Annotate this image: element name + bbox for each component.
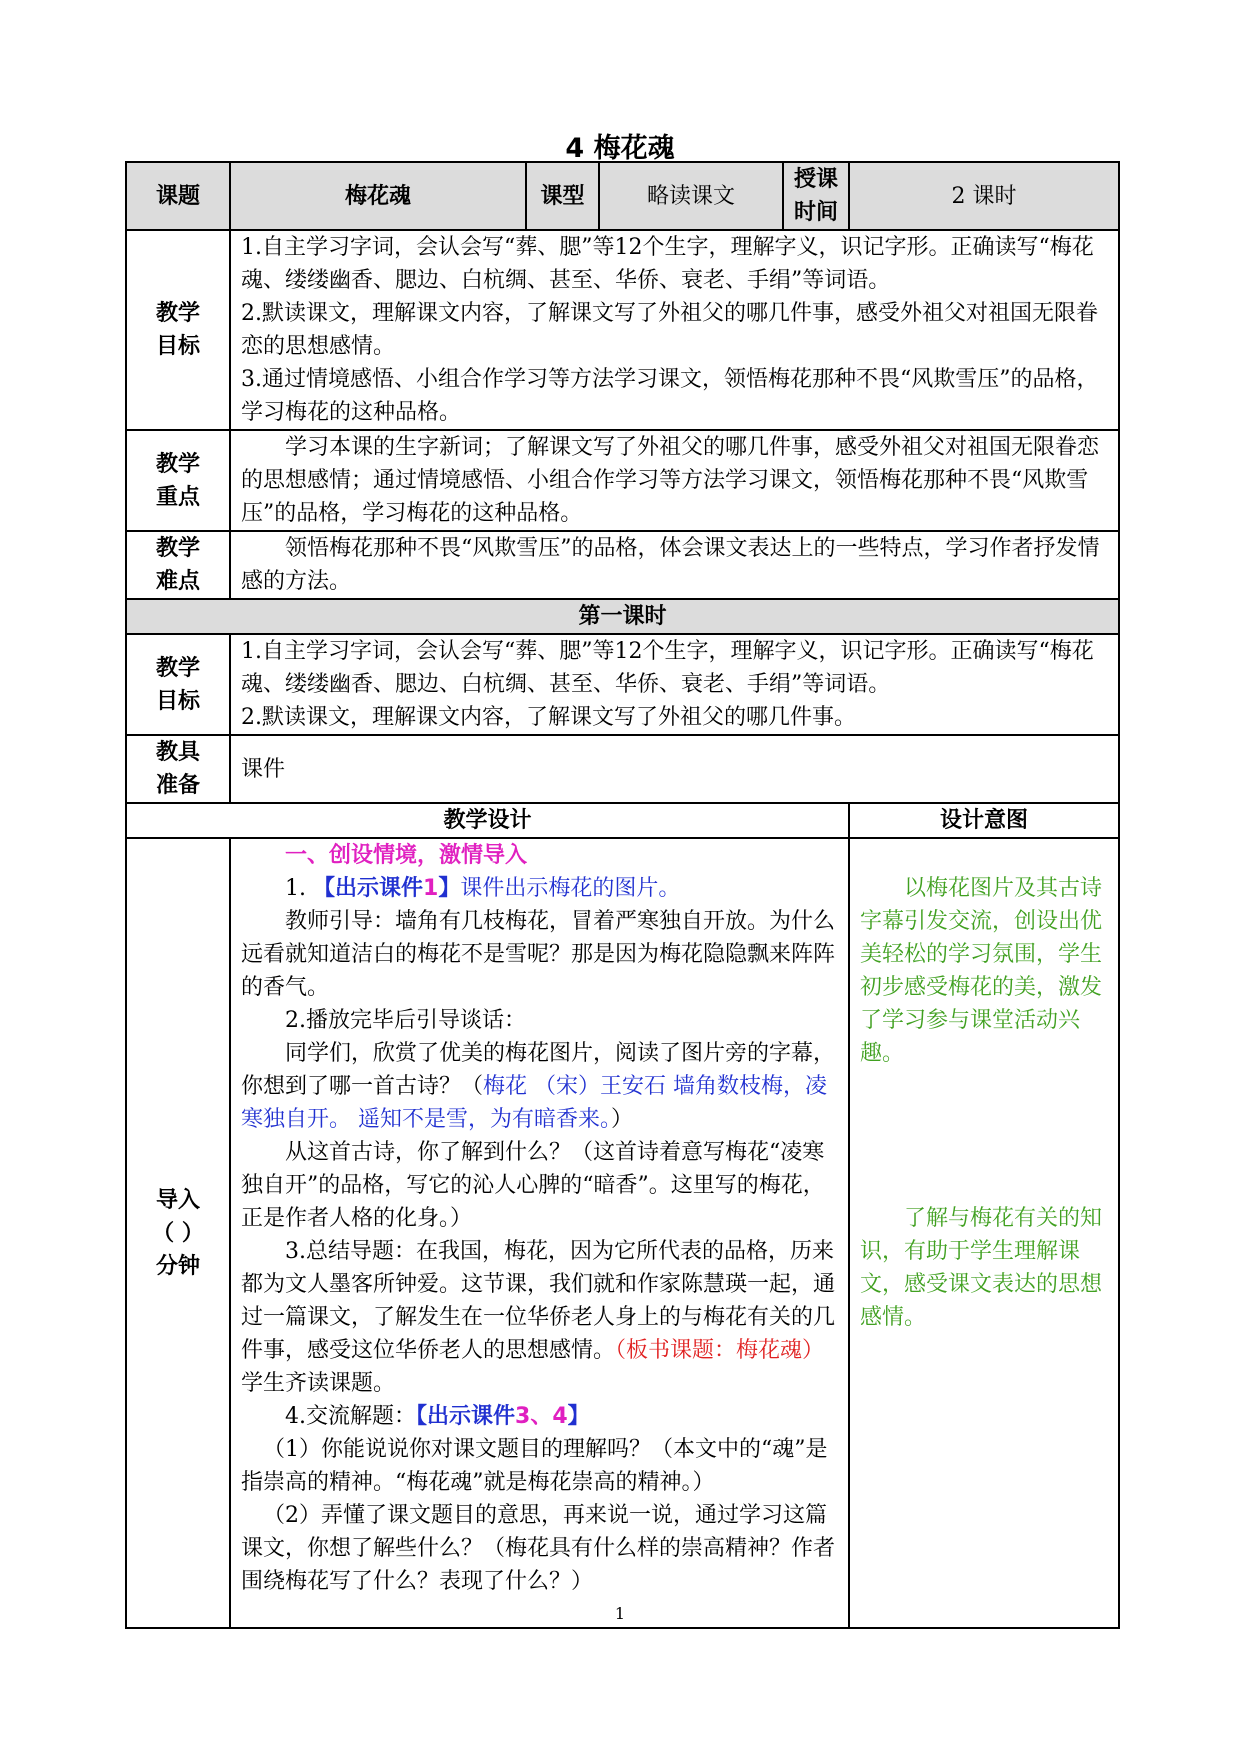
teacher-guide: 教师引导：墙角有几枝梅花，冒着严寒独自开放。为什么远看就知道洁白的梅花不是雪呢？那是因为梅花隐隐飘来阵阵的香气。 <box>241 909 836 1000</box>
tools-text: 课件 <box>230 735 1119 803</box>
goals-label: 教学 目标 <box>126 230 230 430</box>
intent-2: 了解与梅花有关的知识，有助于学生理解课文，感受课文表达的思想感情。 <box>860 1206 1103 1330</box>
type-value: 略读课文 <box>599 162 783 230</box>
difficulties-row <box>126 531 1119 599</box>
question-2: （2）弄懂了课文题目的意思，再来说一说，通过学习这篇课文，你想了解些什么？（梅花具有什么样的崇高精神？作者围绕梅花写了什么？表现了什么？） <box>241 1503 836 1594</box>
first-lesson-goals-text: 1.自主学习字词，会认会写“葬、腮”等12个生字，理解字义，识记字形。正确读写“梅花魂、缕缕幽香、腮边、白杭绸、甚至、华侨、衰老、手绢”等词语。 2.默读课文，理解课文内容，了解课文写了外祖父的哪几件事。 <box>230 634 1119 735</box>
design-column-header: 教学设计 <box>126 803 849 838</box>
step-4: 4.交流解题：【出示课件3、4】 <box>285 1404 590 1429</box>
design-header-row <box>126 803 1119 838</box>
lesson-plan-table <box>125 161 1120 1629</box>
poem-discussion: 从这首古诗，你了解到什么？（这首诗着意写梅花“凌寒独自开”的品格，写它的沁人心脾的“暗香”。这里写的梅花，正是作者人格的化身。） <box>241 1140 825 1231</box>
topic-value: 梅花魂 <box>230 162 526 230</box>
first-lesson-goals-label: 教学 目标 <box>126 634 230 735</box>
label-topic: 课题 <box>126 162 230 230</box>
first-lesson-title: 第一课时 <box>126 599 1119 634</box>
intent-content <box>849 838 1119 1628</box>
design-content <box>230 838 849 1628</box>
first-lesson-row <box>126 599 1119 634</box>
step-2: 2.播放完毕后引导谈话： <box>285 1008 526 1033</box>
question-1: （1）你能说说你对课文题目的理解吗？（本文中的“魂”是指崇高的精神。“梅花魂”就是梅花崇高的精神。） <box>241 1437 828 1495</box>
label-type: 课型 <box>526 162 599 230</box>
page-title: 4 梅花魂 <box>565 133 675 164</box>
tools-label: 教具 准备 <box>126 735 230 803</box>
header-row <box>126 162 1119 230</box>
difficulties-text: 领悟梅花那种不畏“风欺雪压”的品格，体会课文表达上的一些特点，学习作者抒发情感的方法。 <box>230 531 1119 599</box>
key-points-text: 学习本课的生字新词；了解课文写了外祖父的哪几件事，感受外祖父对祖国无限眷恋的思想感情；通过情境感悟、小组合作学习等方法学习课文，领悟梅花那种不畏“风欺雪压”的品格，学习梅花的这种品格。 <box>230 430 1119 531</box>
tools-row <box>126 735 1119 803</box>
goals-row <box>126 230 1119 430</box>
poem-question: 同学们，欣赏了优美的梅花图片，阅读了图片旁的字幕，你想到了哪一首古诗？（梅花 （宋）王安石 墙角数枝梅，凌寒独自开。 遥知不是雪，为有暗香来。） <box>241 1041 836 1132</box>
label-hours: 授课 时间 <box>783 162 849 230</box>
goals-text: 1.自主学习字词，会认会写“葬、腮”等12个生字，理解字义，识记字形。正确读写“梅花魂、缕缕幽香、腮边、白杭绸、甚至、华侨、衰老、手绢”等词语。 2.默读课文，理解课文内容，了解课文写了外祖父的哪几件事，感受外祖父对祖国无限眷恋的思想感情。 3.通过情境感悟、小组合作学习等方法学习课文，领悟梅花那种不畏“风欺雪压”的品格，学习梅花的这种品格。 <box>230 230 1119 430</box>
key-points-row <box>126 430 1119 531</box>
intent-1: 以梅花图片及其古诗字幕引发交流，创设出优美轻松的学习氛围，学生初步感受梅花的美，激发了学习参与课堂活动兴趣。 <box>860 876 1103 1066</box>
key-points-label: 教学 重点 <box>126 430 230 531</box>
stage-label: 导入 （ ） 分钟 <box>126 838 230 1628</box>
hours-value: 2 课时 <box>849 162 1119 230</box>
page-number: 1 <box>614 1604 626 1623</box>
section-heading: 一、创设情境，激情导入 <box>285 843 528 868</box>
step-3: 3.总结导题：在我国，梅花，因为它所代表的品格，历来都为文人墨客所钟爱。这节课，我们就和作家陈慧瑛一起，通过一篇课文，了解发生在一位华侨老人身上的与梅花有关的几件事，感受这位华侨老人的思想感情。（板书课题：梅花魂）学生齐读课题。 <box>241 1239 836 1396</box>
intro-stage-row <box>126 838 1119 1628</box>
difficulties-label: 教学 难点 <box>126 531 230 599</box>
first-lesson-goals-row <box>126 634 1119 735</box>
step-1: 1. 【出示课件1】课件出示梅花的图片。 <box>285 876 681 901</box>
intent-column-header: 设计意图 <box>849 803 1119 838</box>
